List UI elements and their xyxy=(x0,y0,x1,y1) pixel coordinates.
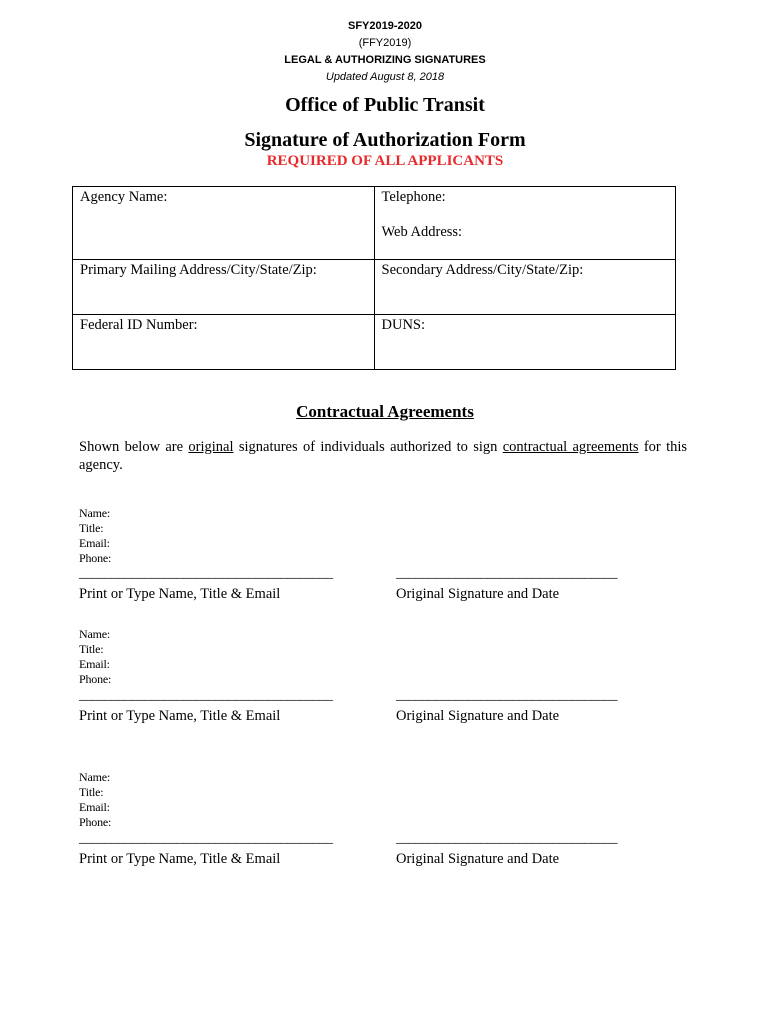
title-label: Title: xyxy=(79,642,104,656)
intro-text-2: signatures of individuals authorized to sign xyxy=(233,439,503,455)
title-label: Title: xyxy=(79,521,104,535)
intro-paragraph xyxy=(79,438,687,474)
primary-address-label: Primary Mailing Address/City/State/Zip: xyxy=(80,262,317,278)
secondary-address-label: Secondary Address/City/State/Zip: xyxy=(381,262,584,278)
signature-date-caption: Original Signature and Date xyxy=(396,851,560,867)
duns-label: DUNS: xyxy=(381,317,426,333)
name-signature-line[interactable]: _______________________________________ xyxy=(79,688,333,703)
intro-text-3: for this agency. xyxy=(79,439,688,473)
agency-name-field[interactable] xyxy=(73,187,375,260)
name-signature-line[interactable]: _______________________________________ xyxy=(79,566,333,581)
office-title: Office of Public Transit xyxy=(285,94,485,116)
secondary-address-field[interactable] xyxy=(374,260,676,315)
email-label: Email: xyxy=(79,657,110,671)
web-address-label: Web Address: xyxy=(381,224,463,240)
print-name-caption: Print or Type Name, Title & Email xyxy=(79,708,281,724)
phone-label: Phone: xyxy=(79,815,112,829)
signer-fields[interactable] xyxy=(79,770,699,830)
print-name-caption: Print or Type Name, Title & Email xyxy=(79,851,281,867)
signature-date-caption: Original Signature and Date xyxy=(396,586,560,602)
name-label: Name: xyxy=(79,627,110,641)
email-label: Email: xyxy=(79,800,110,814)
name-label: Name: xyxy=(79,770,110,784)
federal-year: (FFY2019) xyxy=(358,37,412,49)
signature-block xyxy=(79,627,699,724)
name-label: Name: xyxy=(79,506,110,520)
signature-date-caption: Original Signature and Date xyxy=(396,708,560,724)
original-signature-line[interactable]: __________________________________ xyxy=(396,566,617,581)
form-title: Signature of Authorization Form xyxy=(244,129,526,151)
federal-id-field[interactable] xyxy=(73,315,375,370)
intro-text-1: Shown below are xyxy=(79,439,189,455)
contact-field[interactable] xyxy=(374,187,676,260)
name-signature-line[interactable]: _______________________________________ xyxy=(79,831,333,846)
original-signature-line[interactable]: __________________________________ xyxy=(396,688,617,703)
agency-name-label: Agency Name: xyxy=(80,189,168,205)
fiscal-year: SFY2019-2020 xyxy=(348,20,422,32)
intro-contractual: contractual agreements xyxy=(502,439,639,455)
document-subject: LEGAL & AUTHORIZING SIGNATURES xyxy=(284,54,486,66)
telephone-label: Telephone: xyxy=(381,189,446,205)
signature-block xyxy=(79,506,699,602)
phone-label: Phone: xyxy=(79,672,112,686)
primary-address-field[interactable] xyxy=(73,260,375,315)
print-name-caption: Print or Type Name, Title & Email xyxy=(79,586,281,602)
federal-id-label: Federal ID Number: xyxy=(80,317,198,333)
signer-fields[interactable] xyxy=(79,506,699,566)
signer-fields[interactable] xyxy=(79,627,699,687)
original-signature-line[interactable]: __________________________________ xyxy=(396,831,617,846)
intro-original: original xyxy=(188,439,234,455)
required-notice: REQUIRED OF ALL APPLICANTS xyxy=(266,153,504,169)
email-label: Email: xyxy=(79,536,110,550)
title-label: Title: xyxy=(79,785,104,799)
agency-info-table xyxy=(72,186,676,370)
phone-label: Phone: xyxy=(79,551,112,565)
duns-field[interactable] xyxy=(374,315,676,370)
section-heading: Contractual Agreements xyxy=(296,402,474,421)
updated-date: Updated August 8, 2018 xyxy=(325,71,445,83)
signature-block xyxy=(79,770,699,867)
